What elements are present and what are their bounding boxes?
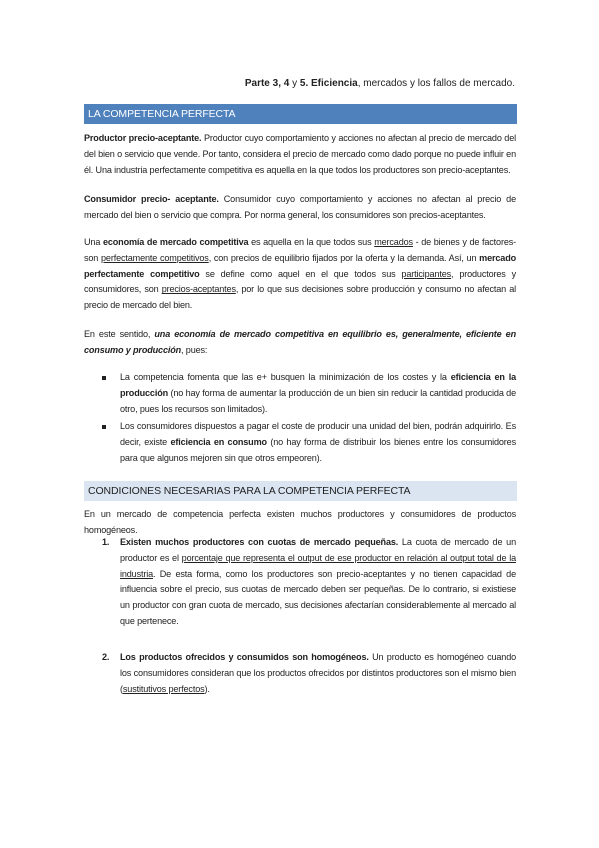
term-economia-competitiva: economía de mercado competitiva [102,237,249,247]
underlined-precios-aceptantes: precios-aceptantes [161,284,236,295]
term-mercado-perfectamente-competitivo: mercado perfectamente competitivo [84,252,516,279]
text-segment: , pues: [181,344,208,355]
bullet-list-eficiencia [102,370,516,467]
text-productor: Productor cuyo comportamiento y acciones no afectan al precio de mercado del del bien o servicio que vende. Por tanto, considera el precio de mercado como dado porque no puede influir en él. Una industria perfectamente competitiva es aquella en la que todos los productores son precio-aceptantes. [84,133,516,175]
term-eficiencia-consumo: eficiencia en consumo [170,437,267,448]
term-muchos-productores: Existen muchos productores con cuotas de mercado pequeñas. [120,537,399,547]
text-segment: ). [204,683,210,694]
text-segment: , por lo que sus decisiones sobre producción y consumo no afectan al precio de mercado del bien. [84,284,516,311]
item-number: 2. [102,652,110,662]
underlined-participantes: participantes [401,268,452,279]
document-header [245,78,515,89]
text-segment: , productores y consumidores, son [84,268,516,295]
text-segment: Los consumidores dispuestos a pagar el coste de producir una unidad del bien, podrán adquirirlo. Es decir, existe [120,421,516,448]
paragraph-en-este-sentido [84,327,516,359]
bullet-icon [102,425,106,429]
paragraph-economia-competitiva [84,235,516,314]
text-segment: - de bienes y de factores- son [84,237,517,263]
list-item [102,370,516,417]
emphasis-eficiencia: una economía de mercado competitiva en equilibrio es, generalmente, eficiente en consumo y producción [84,329,516,355]
section-title-competencia-perfecta: LA COMPETENCIA PERFECTA [84,104,517,124]
text-segment: . De esta forma, como los productores son precio-aceptantes y no tienen capacidad de influencia sobre el precio, sus cuotas de mercado deben ser pequeñas. De lo contrario, si existiese un productor con gran cuota de mercado, sus decisiones afectarían considerablemente al mercado al que pertenece. [120,568,516,626]
header-part-sep: y [289,78,300,89]
term-productos-homogeneos: Los productos ofrecidos y consumidos son homogéneos. [120,652,369,662]
text-segment: (no hay forma de aumentar la producción de un bien sin reducir la cantidad producida de otro, pues los recursos son limitados). [120,387,516,414]
text-segment: En este sentido, [84,329,155,339]
text-segment: Una [84,237,103,247]
underlined-mercados: mercados [374,237,413,247]
paragraph-productor-precio-aceptante [84,131,516,178]
item-number: 1. [102,537,110,547]
list-item [102,419,516,466]
term-consumidor: Consumidor precio- aceptante. [84,194,219,204]
term-productor: Productor precio-aceptante. [84,133,202,143]
header-part-bold2: 5. Eficiencia [299,78,358,89]
text-segment: La cuota de mercado de un productor es el [120,537,516,563]
numbered-item-2 [102,650,516,697]
text-segment: La competencia fomenta que las e+ busquen la minimización de los costes y la [120,372,451,382]
text-segment: es aquella en la que todos sus [248,237,375,247]
numbered-item-1 [102,535,516,630]
term-eficiencia-produccion: eficiencia en la producción [120,372,516,398]
bullet-icon [102,376,106,380]
text-segment: se define como aquel en el que todos sus [199,268,402,279]
text-segment: (no hay forma de distribuir los bienes entre los consumidores para que algunos mejoren sin que otros empeoren). [120,437,516,463]
underlined-cuota-definicion: porcentaje que representa el output de ese productor en relación al output total de la industria [120,552,516,579]
text-segment: Un producto es homogéneo cuando los consumidores consideran que los productos ofrecidos por distintos productores son el mismo bien ( [120,652,517,694]
text-segment: , con precios de equilibrio fijados por la oferta y la demanda. Así, un [208,252,480,263]
paragraph-intro-condiciones: En un mercado de competencia perfecta existen muchos productores y consumidores de productos homogéneos. [84,509,516,535]
paragraph-consumidor-precio-aceptante [84,192,516,224]
header-part-bold: Parte 3, 4 [244,78,290,89]
text-consumidor: Consumidor cuyo comportamiento y acciones no afectan al precio de mercado del bien o servicio que compra. Por norma general, los consumidores son precios-aceptantes. [84,194,516,220]
section-title-condiciones: CONDICIONES NECESARIAS PARA LA COMPETENCIA PERFECTA [84,481,517,501]
underlined-sustitutivos-perfectos: sustitutivos perfectos [122,683,205,694]
underlined-perfectamente-competitivos: perfectamente competitivos [101,252,209,263]
header-part-rest: , mercados y los fallos de mercado. [357,78,515,89]
